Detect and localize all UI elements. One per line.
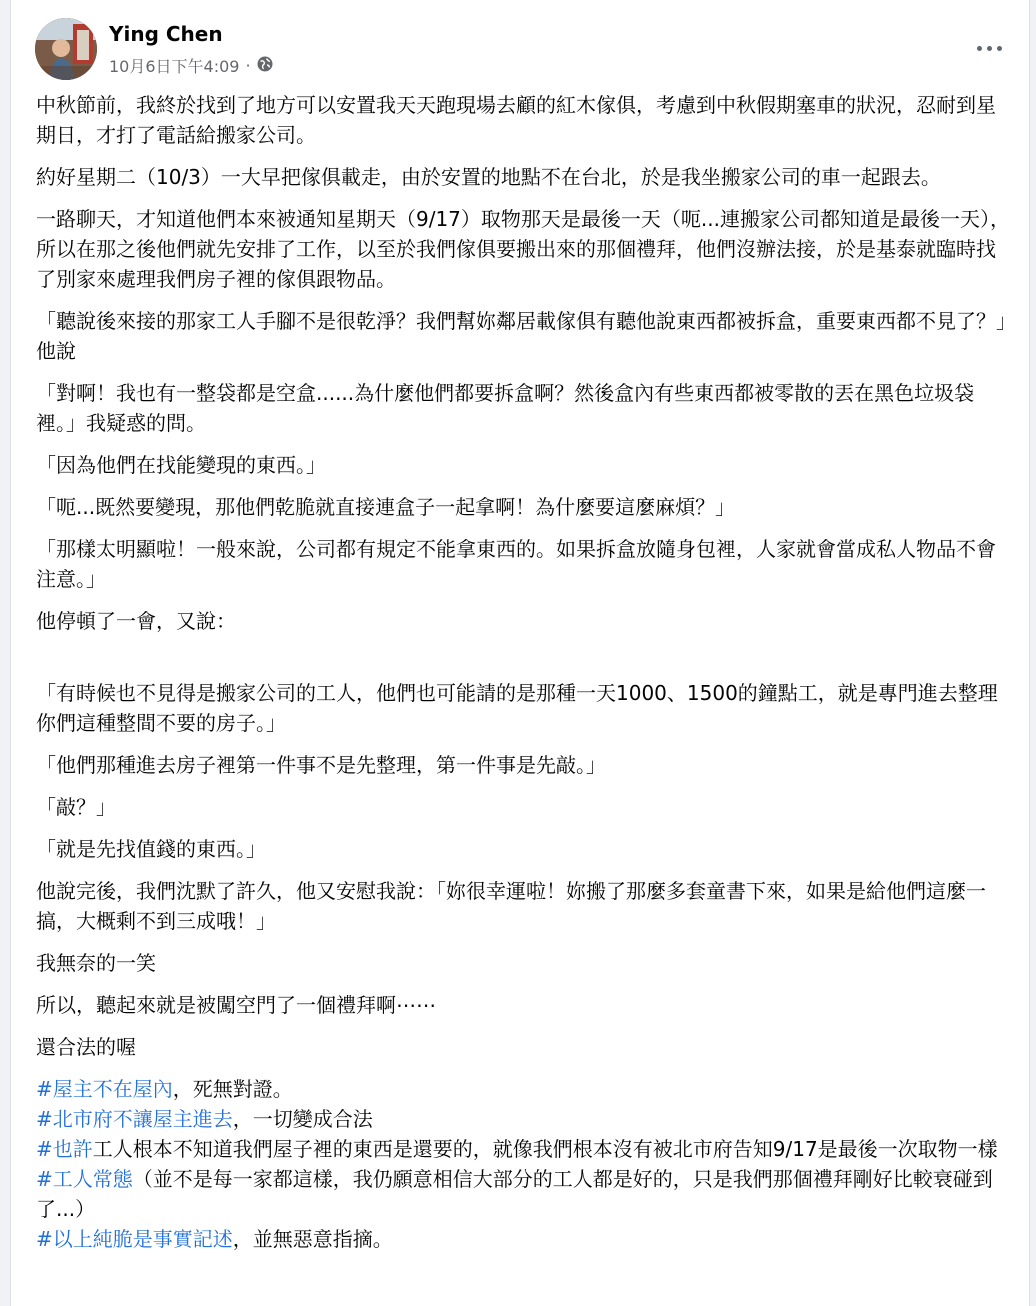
- post-card: [10, 0, 1030, 1306]
- hashtag-line: [36, 1104, 1011, 1134]
- hashtag-link[interactable]: #工人常態: [36, 1167, 133, 1191]
- post-paragraph: 所以，聽起來就是被闖空門了一個禮拜啊⋯⋯: [36, 993, 436, 1017]
- avatar[interactable]: [35, 18, 97, 80]
- hashtag-lines: [36, 1074, 1011, 1254]
- post-paragraph: 他說完後，我們沈默了許久，他又安慰我說：「妳很幸運啦！妳搬了那麼多套童書下來，如果是給他們這麼一搞，大概剩不到三成哦！」: [36, 879, 986, 933]
- hashtag-line: [36, 1074, 1011, 1104]
- hashtag-line: [36, 1164, 1011, 1224]
- hashtag-text: ，￼一切變成￼合法: [232, 1107, 373, 1131]
- post-paragraph: 中秋節前，我終於找到了地方可以安置我天天跑現場去顧的紅木傢俱，考慮到中秋假期塞車的狀況，忍耐到星期日，才打了電話給搬家公司。: [36, 93, 996, 147]
- post-timestamp[interactable]: 10月6日下午4:09: [109, 57, 240, 76]
- post-paragraph: 「有時候也不見得是搬家公司的工人，他們也可能請的是那種一天1000、1500的鐘點工，就是專門進去整理你們這種整間不要的房子。」: [36, 681, 998, 735]
- ellipsis-icon: [977, 46, 982, 51]
- post-paragraph: 「他們那種進去房子裡第一件事不是先整理，第一件事是先敲。」: [36, 753, 606, 777]
- globe-icon: [257, 56, 273, 76]
- meta-separator: ·: [245, 56, 251, 75]
- post-paragraph: 「呃...既然要變現，那他們乾脆就直接連盒子一起拿啊！為什麼要這麼麻煩？」: [36, 495, 736, 519]
- post-header: [11, 0, 1029, 90]
- hashtag-text: ，並無惡意指摘。: [232, 1227, 393, 1251]
- more-options-button[interactable]: [971, 30, 1007, 66]
- post-body: [36, 90, 1011, 1254]
- post-meta: [109, 54, 273, 77]
- post-paragraph: ￼￼一路聊天，才知道他們本來被通知星期天（9/17）取物那天是最後一天（呃...連搬家公司都知道是最後一天），所以在那之後他們就先安排了工作，以至於我們傢俱要搬出來的那個禮拜，他們沒辦法接，於是基泰就臨時找了別家來處理我們房子裡的傢俱跟物品。: [36, 207, 1010, 291]
- hashtag-text: （￼並不是每一家都這樣，我仍願意相信￼￼￼￼￼￼￼￼￼￼￼￼大部分的工人都是好的，￼只是我們那個￼禮拜剛好比較衰碰到了...）: [36, 1167, 993, 1221]
- hashtag-link[interactable]: #屋主不在屋內: [36, 1077, 173, 1101]
- post-paragraph: 「聽說後來接的那家工人手腳不是很乾淨？我們幫妳鄰居載傢俱有聽他說東西都被拆盒，重要東西都不見了？」他說: [36, 309, 1006, 363]
- hashtag-link[interactable]: #也許: [36, 1137, 93, 1161]
- author-name[interactable]: Ying Chen: [109, 22, 223, 46]
- post-paragraph: 約好星期二（10/3）一大早把傢俱載走，由於安置的地點不在台北，於是我坐搬家公司的車一起￼跟去。: [36, 165, 941, 189]
- post-paragraph: 「因為他們在找能變現的東西。」: [36, 453, 326, 477]
- post-paragraph: 「那樣太明顯啦！一般來說，公司都有規定不能拿東西的。如果拆盒放隨身包裡，人家就會當成私人物品不會注意。」: [36, 537, 996, 591]
- post-paragraphs: [36, 90, 1011, 1062]
- post-paragraph: 我無奈的一笑: [36, 951, 156, 975]
- hashtag-text: ，死無對證。: [172, 1077, 293, 1101]
- hashtag-text: ￼￼工人￼根本￼￼不知道我們屋子裡的東西是還要￼￼的，就像我們根本沒有被北市府告知9/17是最後一次取物一樣: [92, 1137, 998, 1161]
- post-paragraph: 「敲？」: [36, 795, 116, 819]
- hashtag-link[interactable]: #北市府不讓屋主進去: [36, 1107, 233, 1131]
- hashtag-line: [36, 1134, 1011, 1164]
- hashtag-link[interactable]: #以上純脆是事實記述: [36, 1227, 233, 1251]
- post-paragraph: 還合法的喔: [36, 1035, 136, 1059]
- post-paragraph: 他￼停頓了一會，又說：￼: [36, 609, 236, 633]
- post-paragraph: 「就是先找值錢的東西。」: [36, 837, 266, 861]
- post-paragraph: 「對啊！我也有一整袋都是空盒......為什麼他們都要拆盒啊？然後盒內有些東西都被零散的丟在黑色垃圾袋裡。」我疑惑的問。: [36, 381, 975, 435]
- hashtag-line: [36, 1224, 1011, 1254]
